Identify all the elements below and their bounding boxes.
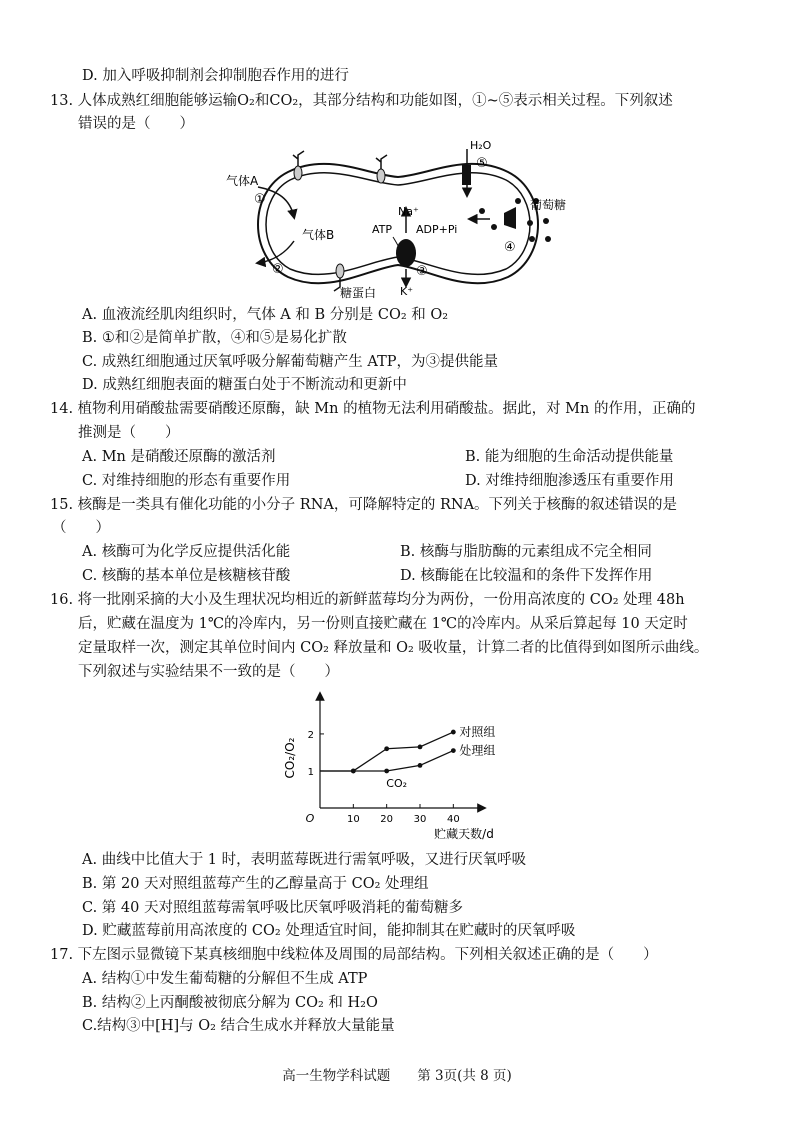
q16-stem-line3: 定量取样一次，测定其单位时间内 CO₂ 释放量和 O₂ 吸收量，计算二者的比值得到如图所示曲线。 <box>78 640 709 656</box>
q15-option-b: B. 核酶与脂肪酶的元素组成不完全相同 <box>400 544 652 560</box>
data-point <box>351 769 356 774</box>
data-point <box>451 730 456 735</box>
data-point <box>384 769 389 774</box>
y-axis-label: CO₂/O₂ <box>283 737 297 779</box>
series-line-0 <box>320 732 453 771</box>
page-footer: 高一生物学科试题 第 3页(共 8 页) <box>282 1068 512 1084</box>
series-label: 处理组 <box>459 743 496 758</box>
q14-option-a: A. Mn 是硝酸还原酶的激活剂 <box>82 449 276 465</box>
y-tick-label: 2 <box>307 729 314 741</box>
label-process-4: ④ <box>504 240 516 255</box>
series-line-1 <box>320 751 453 771</box>
q17-option-b: B. 结构②上丙酮酸被彻底分解为 CO₂ 和 H₂O <box>82 995 378 1011</box>
label-gas-a: 气体A <box>226 174 259 188</box>
x-axis-label: 贮藏天数/d <box>434 827 494 840</box>
origin-label: O <box>305 812 315 825</box>
data-point <box>384 746 389 751</box>
q15-option-c: C. 核酶的基本单位是核糖核苷酸 <box>82 568 291 584</box>
glucose-carrier <box>504 207 516 229</box>
x-tick-label: 40 <box>446 814 460 825</box>
q16-stem-line1: 16. 将一批刚采摘的大小及生理状况均相近的新鲜蓝莓均分为两份，一份用高浓度的 CO₂ 处理 48h <box>50 592 685 608</box>
q12-option-d: D. 加入呼吸抑制剂会抑制胞吞作用的进行 <box>82 68 349 84</box>
q16-stem-line2: 后，贮藏在温度为 1℃的冷库内，另一份则直接贮藏在 1℃的冷库内。从采后算起每 10 天定时 <box>78 616 688 632</box>
data-point <box>451 748 456 753</box>
q15-stem-line1: 15. 核酶是一类具有催化功能的小分子 RNA，可降解特定的 RNA。下列关于核酶的叙述错误的是 <box>50 497 678 513</box>
x-tick-label: 10 <box>346 814 360 825</box>
q17-option-a: A. 结构①中发生葡萄糖的分解但不生成 ATP <box>82 971 368 987</box>
data-point <box>418 744 423 749</box>
label-h2o: H₂O <box>470 139 492 152</box>
q14-stem-line2: 推测是（ ） <box>78 425 180 441</box>
x-tick-label: 20 <box>380 814 394 825</box>
q13-option-d: D. 成熟红细胞表面的糖蛋白处于不断流动和更新中 <box>82 377 407 393</box>
label-process-3: ③ <box>416 264 428 279</box>
q13-option-b: B. ①和②是简单扩散，④和⑤是易化扩散 <box>82 330 347 346</box>
label-atp: ATP <box>372 223 393 236</box>
q16-option-c: C. 第 40 天对照组蓝莓需氧呼吸比厌氧呼吸消耗的葡萄糖多 <box>82 900 463 916</box>
label-process-1: ① <box>254 192 266 207</box>
q15-stem-line2: （ ） <box>52 520 110 536</box>
q16-option-a: A. 曲线中比值大于 1 时，表明蓝莓既进行需氧呼吸，又进行厌氧呼吸 <box>82 852 527 868</box>
glycoprotein-top-mid <box>376 155 387 183</box>
q14-option-b: B. 能为细胞的生命活动提供能量 <box>465 449 674 465</box>
q15-option-a: A. 核酶可为化学反应提供活化能 <box>82 544 291 560</box>
q13-stem-line2: 错误的是（ ） <box>78 116 194 132</box>
q17-option-c: C.结构③中[H]与 O₂ 结合生成水并释放大量能量 <box>82 1018 395 1034</box>
label-k: K⁺ <box>400 285 414 298</box>
label-na: Na⁺ <box>398 205 419 218</box>
label-process-5: ⑤ <box>476 156 488 171</box>
label-glucose: 葡萄糖 <box>530 198 567 212</box>
series-label: 对照组 <box>459 725 496 740</box>
q16-option-b: B. 第 20 天对照组蓝莓产生的乙醇量高于 CO₂ 处理组 <box>82 876 429 892</box>
x-tick-label: 30 <box>413 814 427 825</box>
q14-stem-line1: 14. 植物利用硝酸盐需要硝酸还原酶，缺 Mn 的植物无法利用硝酸盐。据此，对 Mn 的作用，正确的 <box>50 401 696 417</box>
data-point <box>418 763 423 768</box>
q13-option-c: C. 成熟红细胞通过厌氧呼吸分解葡萄糖产生 ATP，为③提供能量 <box>82 354 499 370</box>
q15-option-d: D. 核酶能在比较温和的条件下发挥作用 <box>400 568 653 584</box>
q16-option-d: D. 贮藏蓝莓前用高浓度的 CO₂ 处理适宜时间，能抑制其在贮藏时的厌氧呼吸 <box>82 923 576 939</box>
y-tick-label: 1 <box>307 766 314 778</box>
q16-stem-line4: 下列叙述与实验结果不一致的是（ ） <box>78 664 339 680</box>
sodium-potassium-pump <box>396 239 416 267</box>
label-gas-b: 气体B <box>302 228 335 242</box>
co2-annotation: CO₂ <box>386 776 408 790</box>
red-blood-cell-diagram <box>218 137 578 303</box>
q13-stem-line1: 13. 人体成熟红细胞能够运输O₂和CO₂，其部分结构和功能如图，①~⑤表示相关过程。下列叙述 <box>50 93 673 109</box>
q17-stem-line1: 17. 下左图示显微镜下某真核细胞中线粒体及周围的局部结构。下列相关叙述正确的是（ ） <box>50 947 658 963</box>
label-process-2: ② <box>272 262 284 277</box>
label-glycoprotein: 糖蛋白 <box>340 286 377 300</box>
label-adp: ADP+Pi <box>416 223 458 236</box>
co2-o2-ratio-chart <box>280 690 530 840</box>
q14-option-c: C. 对维持细胞的形态有重要作用 <box>82 473 291 489</box>
q13-option-a: A. 血液流经肌肉组织时，气体 A 和 B 分别是 CO₂ 和 O₂ <box>82 307 449 323</box>
q14-option-d: D. 对维持细胞渗透压有重要作用 <box>465 473 674 489</box>
